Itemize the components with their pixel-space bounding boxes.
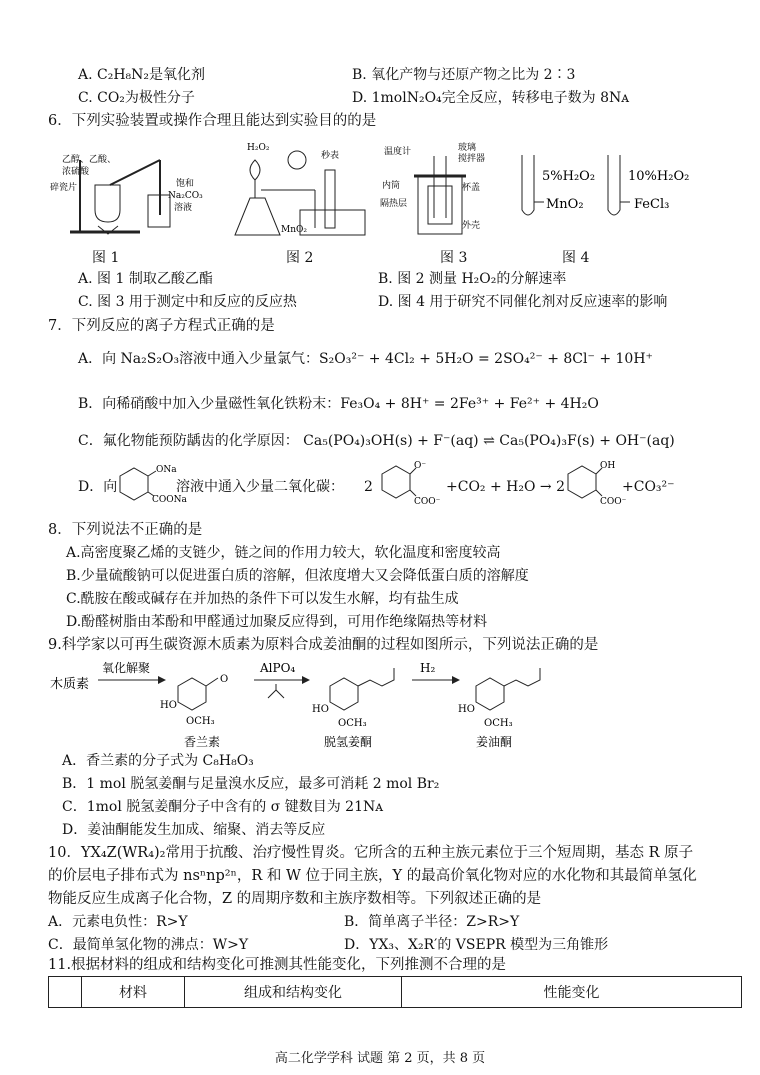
figure-3-calorimeter bbox=[380, 140, 500, 240]
q9-step2-label: AlPO₄ bbox=[260, 661, 296, 675]
q7-stem: 7．下列反应的离子方程式正确的是 bbox=[48, 318, 275, 334]
q9-option-d: D．姜油酮能发生加成、缩聚、消去等反应 bbox=[62, 822, 326, 838]
q7-option-c: C．氟化物能预防龋齿的化学原因： Ca₅(PO₄)₃OH(s) + F⁻(aq) ⇌ Ca₅(PO₄)₃F(s) + OH⁻(aq) bbox=[78, 433, 675, 449]
q9-name-dehydrozingerone: 脱氢姜酮 bbox=[324, 735, 373, 749]
fig1-label-3: 碎瓷片 bbox=[50, 183, 78, 193]
fig3-label-3: 搅拌器 bbox=[458, 154, 486, 164]
figure-3-caption: 图 3 bbox=[440, 250, 468, 266]
fig1-label-1: 乙醇、乙酸、 bbox=[62, 155, 117, 165]
fig1-label-4: 饱和 bbox=[176, 179, 195, 189]
fig1-label-5: Na₂CO₃ bbox=[168, 191, 203, 201]
q9-start-lignin: 木质素 bbox=[50, 677, 90, 692]
fig2-label-3: MnO₂ bbox=[281, 225, 307, 235]
q10-option-a: A．元素电负性：R>Y bbox=[48, 914, 188, 930]
q6-option-b: B. 图 2 测量 H₂O₂的分解速率 bbox=[378, 271, 567, 287]
q7-option-a: A．向 Na₂S₂O₃溶液中通入少量氯气：S₂O₃²⁻ + 4Cl₂ + 5H₂O = 2SO₄²⁻ + 8Cl⁻ + 10H⁺ bbox=[78, 351, 653, 367]
q9-step3-label: H₂ bbox=[420, 661, 436, 675]
fig2-label-1: H₂O₂ bbox=[247, 143, 270, 153]
q10-option-b: B．简单离子半径：Z>R>Y bbox=[344, 914, 520, 930]
q6-option-d: D. 图 4 用于研究不同催化剂对反应速率的影响 bbox=[378, 294, 668, 310]
q6-stem: 6．下列实验装置或操作合理且能达到实验目的的是 bbox=[48, 113, 377, 129]
q8-option-b: B.少量硫酸钠可以促进蛋白质的溶解，但浓度增大又会降低蛋白质的溶解度 bbox=[66, 568, 529, 584]
q6-option-c: C. 图 3 用于测定中和反应的反应热 bbox=[78, 294, 297, 310]
q7-d-label-coona: COONa bbox=[152, 495, 187, 505]
q9-dehydrozingerone-ho: HO bbox=[312, 704, 329, 715]
q9-vanillin-o: O bbox=[220, 674, 229, 685]
q7-d-label-oh: OH bbox=[600, 461, 616, 471]
q7-option-d-prefix: D．向 bbox=[78, 479, 118, 495]
fig4-label-4: FeCl₃ bbox=[634, 197, 670, 212]
q8-option-a: A.高密度聚乙烯的支链少，链之间的作用力较大，软化温度和密度较高 bbox=[66, 545, 501, 561]
q7-d-equation-middle: +CO₂ + H₂O → 2 bbox=[446, 479, 565, 495]
q7-d-label-ona: ONa bbox=[156, 465, 177, 475]
fig1-label-2: 浓硫酸 bbox=[62, 167, 90, 177]
fig3-label-6: 隔热层 bbox=[380, 199, 408, 209]
table-header-cell bbox=[49, 977, 82, 1008]
fig3-label-4: 杯盖 bbox=[462, 183, 481, 193]
figure-4-caption: 图 4 bbox=[562, 250, 590, 266]
q7-d-label-coo-1: COO⁻ bbox=[414, 497, 441, 507]
q7-d-phenoxide-structure bbox=[374, 458, 444, 508]
fig1-label-6: 溶液 bbox=[174, 203, 193, 213]
q9-name-zingerone: 姜油酮 bbox=[476, 735, 513, 749]
q9-option-c: C．1mol 脱氢姜酮分子中含有的 σ 键数目为 21Nᴀ bbox=[62, 799, 384, 815]
q8-option-d: D.酚醛树脂由苯酚和甲醛通过加聚反应得到，可用作绝缘隔热等材料 bbox=[66, 614, 488, 630]
q7-option-b: B．向稀硝酸中加入少量磁性氧化铁粉末：Fe₃O₄ + 8H⁺ = 2Fe³⁺ + Fe²⁺ + 4H₂O bbox=[78, 396, 599, 412]
q9-name-vanillin: 香兰素 bbox=[184, 735, 221, 749]
fig3-label-7: 外壳 bbox=[462, 221, 481, 231]
figure-2-caption: 图 2 bbox=[286, 250, 314, 266]
q7-d-salicylate-structure bbox=[108, 462, 187, 506]
q10-stem-line-3: 物能反应生成离子化合物，Z 的周期序数和主族序数相等。下列叙述正确的是 bbox=[48, 891, 542, 907]
figure-1-distillation bbox=[50, 140, 210, 240]
q8-option-c: C.酰胺在酸或碱存在并加热的条件下可以发生水解，均有盐生成 bbox=[66, 591, 459, 607]
q7-option-d-middle: 溶液中通入少量二氧化碳： bbox=[176, 479, 344, 495]
fig4-label-2: MnO₂ bbox=[546, 197, 584, 212]
q11-stem: 11.根据材料的组成和结构变化可推测其性能变化，下列推测不合理的是 bbox=[48, 957, 507, 973]
q5-option-b: B. 氧化产物与还原产物之比为 2∶3 bbox=[352, 67, 576, 83]
page-footer: 高二化学学科 试题 第 2 页，共 8 页 bbox=[274, 1051, 486, 1066]
figure-1-caption: 图 1 bbox=[92, 250, 120, 266]
fig4-label-1: 5%H₂O₂ bbox=[542, 169, 596, 184]
q9-vanillin-ho: HO bbox=[160, 700, 177, 711]
q7-d-carbonate: +CO₃²⁻ bbox=[622, 479, 675, 495]
q6-option-a: A. 图 1 制取乙酸乙酯 bbox=[78, 271, 213, 287]
q7-d-label-coo-2: COO⁻ bbox=[600, 497, 627, 507]
figure-2-gas-collection bbox=[225, 140, 375, 240]
q11-table bbox=[48, 976, 742, 1008]
fig3-label-2: 玻璃 bbox=[458, 143, 477, 153]
q9-stem: 9.科学家以可再生碳资源木质素为原料合成姜油酮的过程如图所示，下列说法正确的是 bbox=[48, 637, 599, 653]
q7-d-phenol-structure bbox=[560, 458, 625, 508]
q9-dehydrozingerone-och3: OCH₃ bbox=[338, 718, 367, 729]
fig4-label-3: 10%H₂O₂ bbox=[628, 169, 690, 184]
table-header-cell: 性能变化 bbox=[402, 977, 742, 1008]
figure-4-catalyst-tubes bbox=[510, 150, 700, 240]
q10-option-c: C．最简单氢化物的沸点：W>Y bbox=[48, 937, 249, 953]
q10-stem-line-2: 的价层电子排布式为 nsⁿnp²ⁿ，R 和 W 位于同主族，Y 的最高价氧化物对应的水化物和其最简单氢化 bbox=[48, 868, 697, 884]
q9-zingerone-och3: OCH₃ bbox=[484, 718, 513, 729]
q5-option-a: A. C₂H₈N₂是氧化剂 bbox=[78, 67, 206, 83]
q7-d-label-o-minus: O⁻ bbox=[414, 461, 427, 471]
q5-option-d: D. 1molN₂O₄完全反应，转移电子数为 8Nᴀ bbox=[352, 90, 630, 106]
q10-stem-line-1: 10．YX₄Z(WR₄)₂常用于抗酸、治疗慢性胃炎。它所含的五种主族元素位于三个短周期，基态 R 原子 bbox=[48, 845, 694, 861]
q9-synthesis-scheme bbox=[48, 658, 568, 750]
fig2-label-2: 秒表 bbox=[321, 151, 340, 161]
fig3-label-5: 内筒 bbox=[382, 181, 401, 191]
q9-vanillin-och3: OCH₃ bbox=[186, 716, 215, 727]
q9-step1-label: 氧化解聚 bbox=[102, 661, 151, 675]
q5-option-c: C. CO₂为极性分子 bbox=[78, 90, 195, 106]
q10-option-d: D．YX₃、X₂R′的 VSEPR 模型为三角锥形 bbox=[344, 937, 609, 953]
table-header-row bbox=[49, 977, 742, 1008]
fig3-label-1: 温度计 bbox=[384, 147, 412, 157]
q8-stem: 8．下列说法不正确的是 bbox=[48, 522, 203, 538]
q9-zingerone-ho: HO bbox=[458, 704, 475, 715]
table-header-cell: 材料 bbox=[82, 977, 185, 1008]
table-header-cell: 组成和结构变化 bbox=[185, 977, 402, 1008]
q7-d-coefficient-1: 2 bbox=[364, 479, 373, 495]
q9-option-b: B．1 mol 脱氢姜酮与足量溴水反应，最多可消耗 2 mol Br₂ bbox=[62, 776, 440, 792]
q9-option-a: A．香兰素的分子式为 C₈H₈O₃ bbox=[62, 753, 254, 769]
